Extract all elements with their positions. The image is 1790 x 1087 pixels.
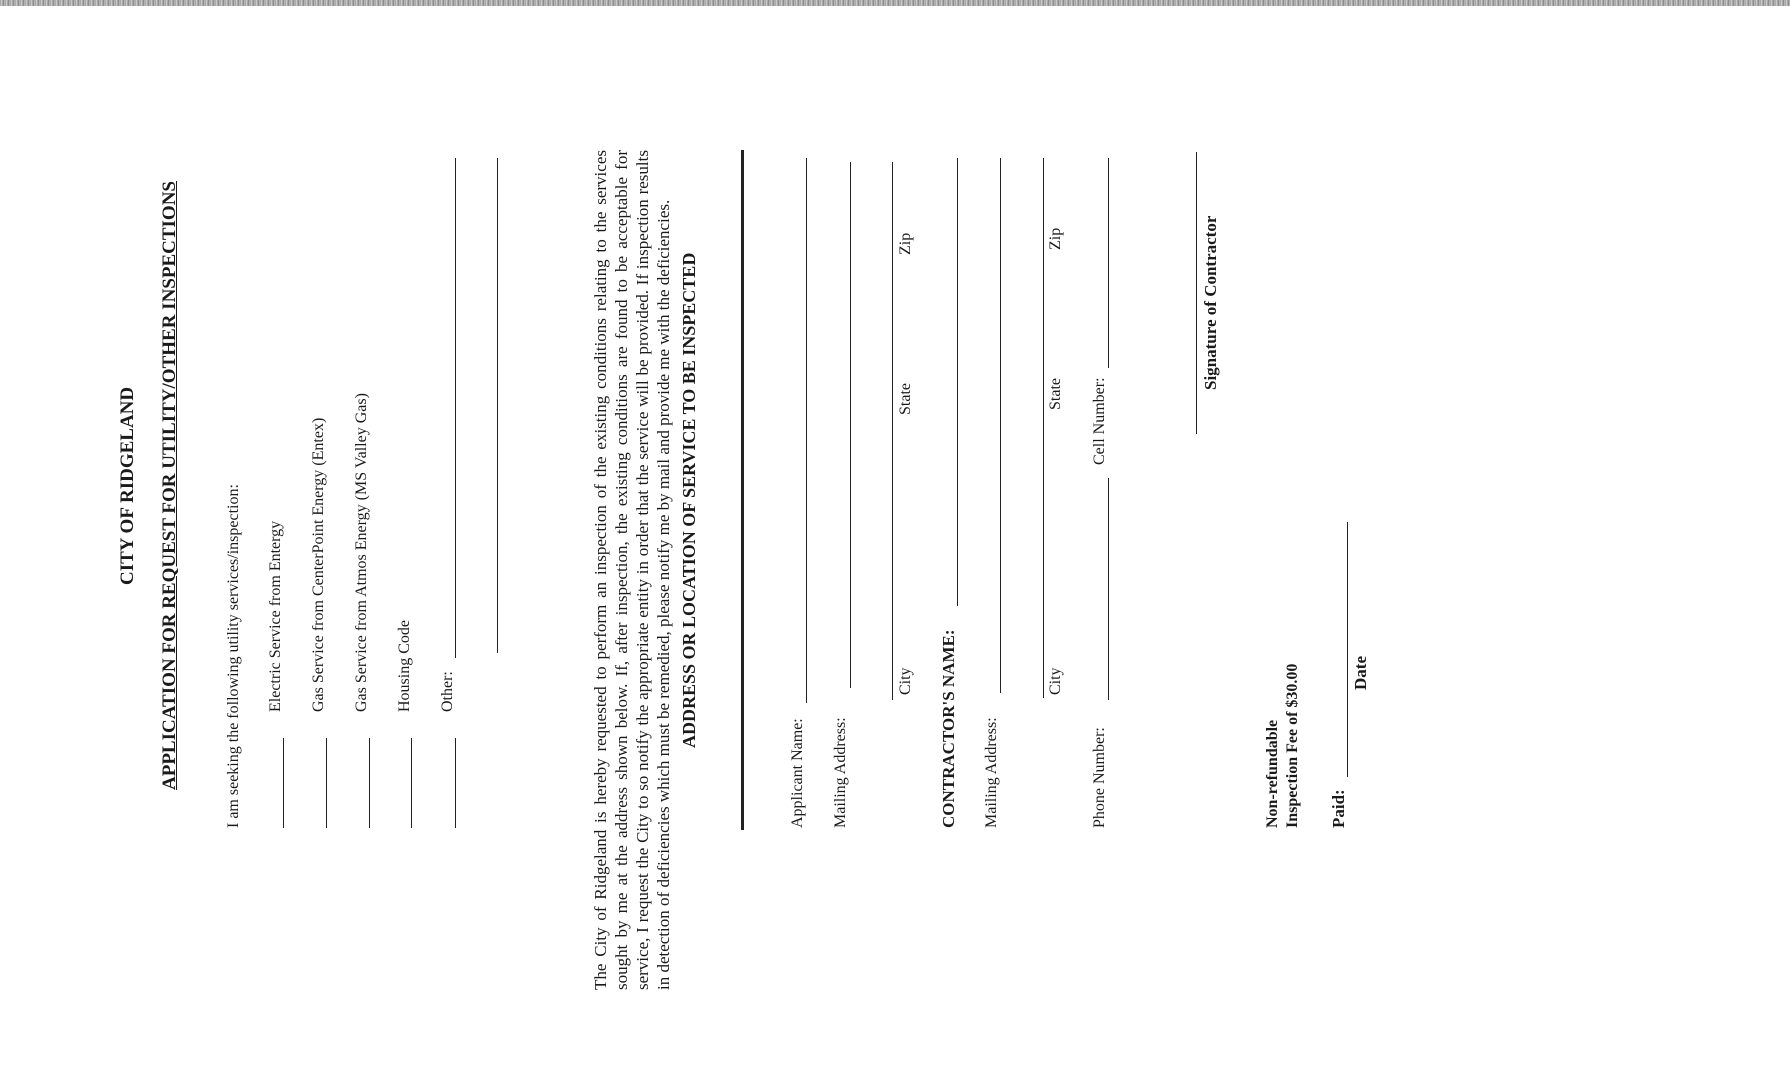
other-input-line-2[interactable]	[497, 158, 498, 653]
paid-label: Paid:	[1329, 789, 1348, 828]
applicant-city-label: City	[897, 667, 914, 695]
applicant-zip-label: Zip	[897, 232, 914, 255]
contractor-mailing-input[interactable]	[1000, 158, 1001, 693]
contractor-zip-label: Zip	[1047, 227, 1064, 250]
applicant-mailing-input[interactable]	[850, 162, 851, 688]
address-heading: ADDRESS OR LOCATION OF SERVICE TO BE INSPECTED	[679, 252, 699, 748]
date-label: Date	[1351, 656, 1370, 690]
applicant-mailing-label: Mailing Address:	[832, 717, 849, 828]
service-housing-label: Housing Code	[396, 620, 413, 712]
fee-line-1: Non-refundable	[1264, 719, 1281, 828]
form-title: APPLICATION FOR REQUEST FOR UTILITY/OTHER INSPECTIONS	[159, 181, 180, 790]
cell-number-label: Cell Number:	[1091, 377, 1108, 465]
phone-number-label: Phone Number:	[1091, 727, 1108, 828]
checkbox-line-centerpoint[interactable]	[326, 738, 327, 828]
checkbox-line-electric[interactable]	[283, 738, 284, 828]
phone-number-input[interactable]	[1108, 478, 1109, 700]
service-electric-label: Electric Service from Entergy	[267, 520, 284, 712]
contractor-mailing-label: Mailing Address:	[983, 717, 1000, 828]
other-input-line[interactable]	[455, 158, 456, 658]
contractor-name-heading: CONTRACTOR'S NAME:	[939, 629, 958, 828]
contractor-name-input[interactable]	[957, 158, 958, 606]
checkbox-line-atmos[interactable]	[369, 738, 370, 828]
section-divider	[741, 150, 744, 830]
contractor-state-label: State	[1047, 378, 1064, 410]
cell-number-input[interactable]	[1108, 158, 1109, 368]
contractor-city-state-zip-input[interactable]	[1043, 158, 1044, 698]
paid-date-input[interactable]	[1347, 522, 1348, 777]
applicant-state-label: State	[897, 383, 914, 415]
service-centerpoint-label: Gas Service from CenterPoint Energy (Entex)	[310, 417, 327, 712]
service-atmos-label: Gas Service from Atmos Energy (MS Valley Gas)	[353, 393, 370, 712]
signature-label: Signature of Contractor	[1201, 215, 1220, 390]
applicant-name-input[interactable]	[806, 158, 807, 703]
applicant-city-state-zip-input[interactable]	[892, 162, 893, 700]
applicant-name-label: Applicant Name:	[789, 718, 806, 828]
contractor-city-label: City	[1047, 667, 1064, 695]
checkbox-line-other[interactable]	[455, 738, 456, 828]
services-intro: I am seeking the following utility services/inspection:	[225, 484, 242, 828]
checkbox-line-housing[interactable]	[411, 738, 412, 828]
city-heading: CITY OF RIDGELAND	[117, 386, 138, 585]
fee-line-2: Inspection Fee of $30.00	[1284, 663, 1301, 828]
request-statement: The City of Ridgeland is hereby requested to perform an inspection of the existing conditions relating to the services sought by me at the address shown below. If, after inspection, the existing conditions are found to be acceptable for service, I request the City to so notify the appropriate entity in order that the service will be provided. If inspection results in detection of deficiencies which must be remedied, please notify me by mail and provide me with the deficiencies.	[591, 150, 673, 990]
service-other-label: Other:	[439, 671, 456, 712]
signature-input[interactable]	[1196, 152, 1197, 434]
